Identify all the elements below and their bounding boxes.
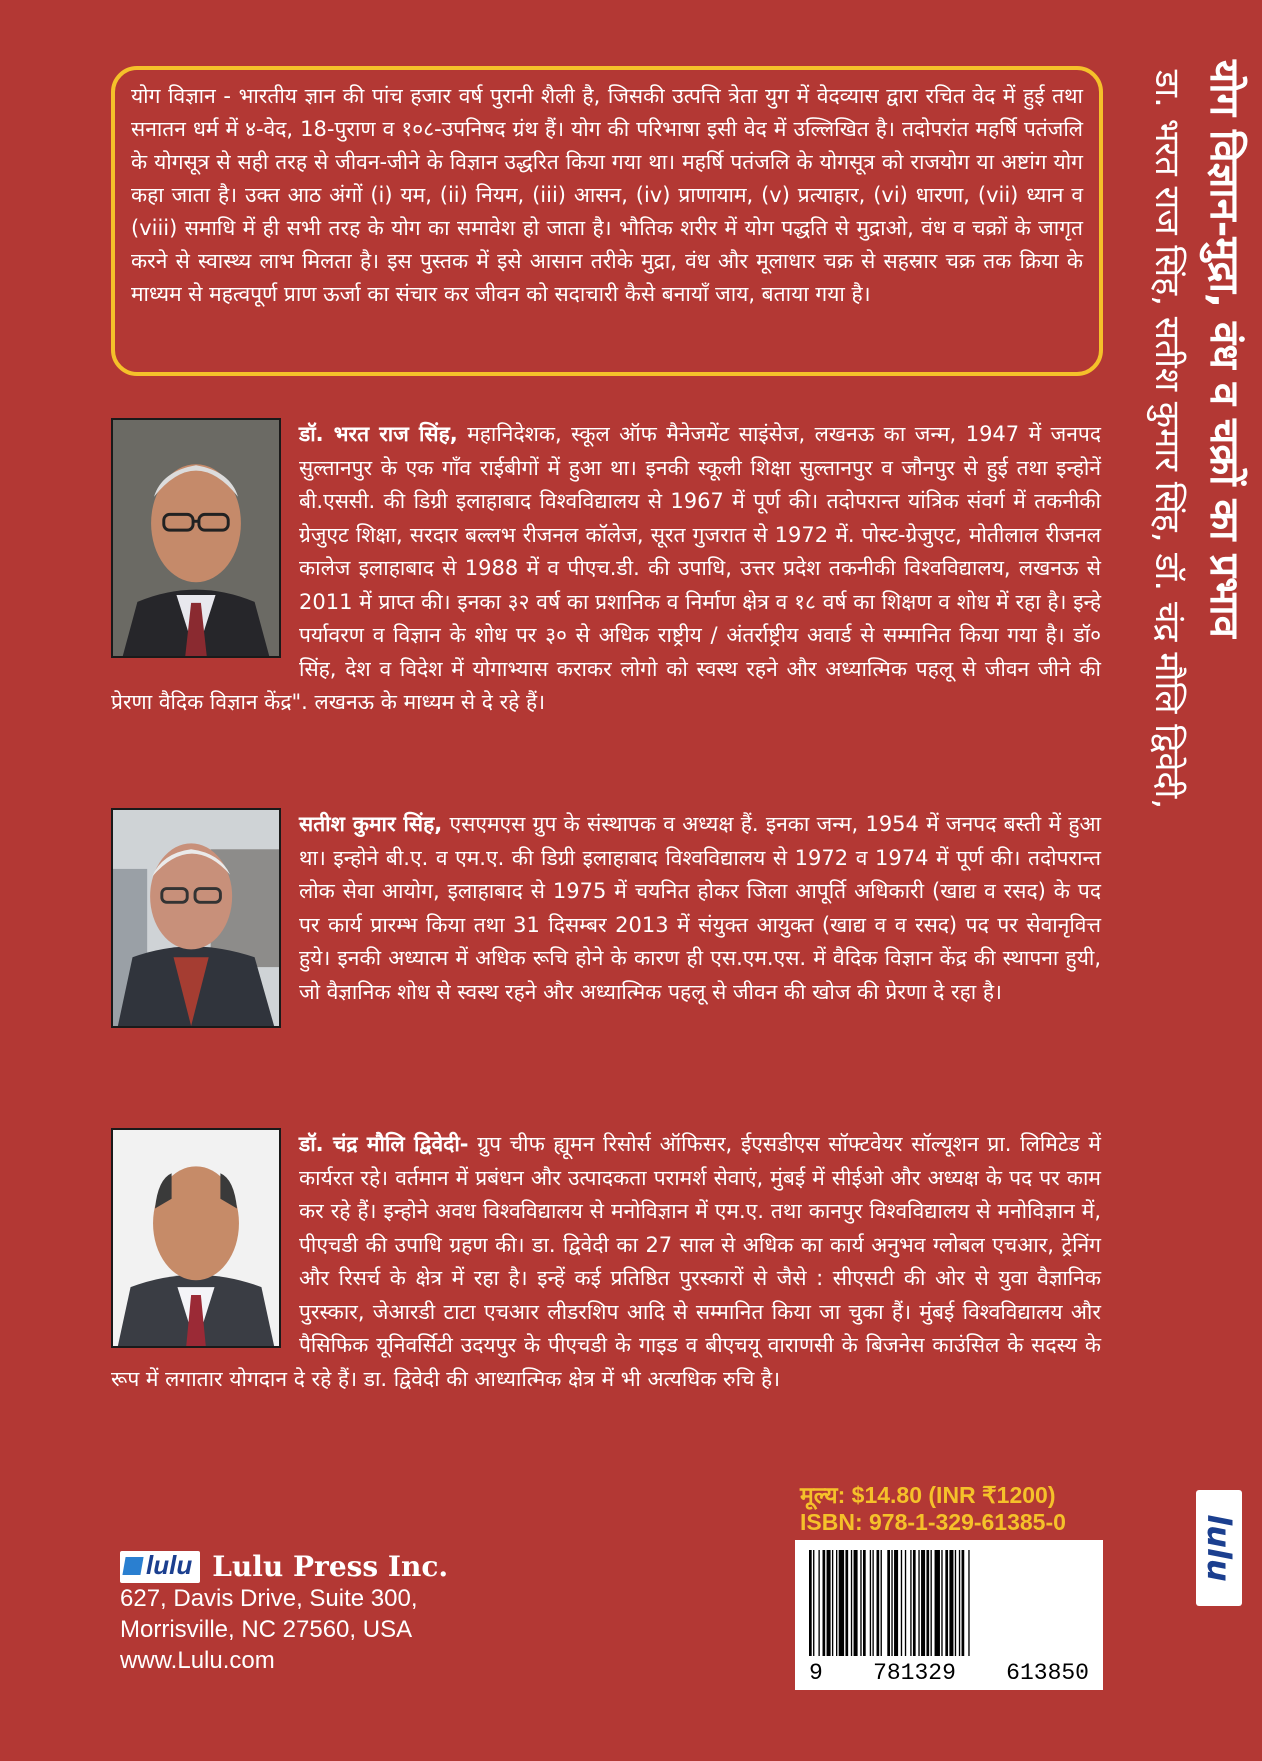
publisher-website: www.Lulu.com	[120, 1647, 275, 1674]
isbn-barcode	[795, 1540, 1103, 1690]
intro-box	[111, 66, 1103, 376]
lulu-mark-icon	[122, 1557, 143, 1575]
isbn-label: ISBN: 978-1-329-61385-0	[800, 1509, 1066, 1535]
spine-title-block	[1138, 60, 1256, 1460]
lulu-spine-logo: lulu	[1196, 1490, 1242, 1606]
intro-text: योग विज्ञान - भारतीय ज्ञान की पांच हजार वर्ष पुरानी शैली है, जिसकी उत्पत्ति त्रेता युग में वेदव्यास द्वारा रचित वेद में हुई तथा सनातन धर्म में ४-वेद, 18-पुराण व १०८-उपनिषद ग्रंथ हैं। योग की परिभाषा इसी वेद में उल्लिखित है। तदोपरांत महर्षि पतंजलि के योगसूत्र से सही तरह से जीवन-जीने के विज्ञान उद्धरित किया गया था। महर्षि पतंजलि के योगसूत्र को राजयोग या अष्टांग योग कहा जाता है। उक्त आठ अंगों (i) यम, (ii) नियम, (iii) आसन, (iv) प्राणायाम, (v) प्रत्याहार, (vi) धारणा, (vii) ध्यान व (viii) समाधि में ही सभी तरह के योग का समावेश हो जाता है। भौतिक शरीर में योग पद्धति से मुद्राओ, वंध व चक्रों के जागृत करने से स्वास्थ्य लाभ मिलता है। इस पुस्तक में इसे आसान तरीके मुद्रा, वंध और मूलाधार चक्र से सहस्रार चक्र तक क्रिया के माध्यम से महत्वपूर्ण प्राण ऊर्जा का संचार कर जीवन को सदाचारी कैसे बनायाँ जाय, बताया गया है।	[131, 84, 1083, 306]
publisher-address-1: 627, Davis Drive, Suite 300,	[120, 1585, 418, 1612]
publisher-name: Lulu Press Inc.	[212, 1550, 449, 1583]
author-bio-chandra: ग्रुप चीफ ह्यूमन रिसोर्स ऑफिसर, ईएसडीएस सॉफ्टवेयर सॉल्यूशन प्रा. लिमिटेड में कार्यरत रहे। वर्तमान में प्रबंधन और उत्पादकता परामर्श सेवाएं, मुंबई में सीईओ और अध्यक्ष के पद पर काम कर रहे हैं। इन्होने अवध विश्वविद्यालय से मनोविज्ञान में एम.ए. तथा कानपुर विश्वविद्यालय से मनोविज्ञान में, पीएचडी की उपाधि ग्रहण की। डा. द्विवेदी का 27 साल से अधिक का कार्य अनुभव ग्लोबल एचआर, ट्रेनिंग और रिसर्च के क्षेत्र में रहा है। इन्हें कई प्रतिष्ठित पुरस्कारों से जैसे : सीएसटी की ओर से युवा वैज्ञानिक पुरस्कार, जेआरडी टाटा एचआर लीडरशिप आदि से सम्मानित किया जा चुका हैं। मुंबई विश्वविद्यालय और पैसिफिक यूनिवर्सिटी उदयपुर के पीएचडी के गाइड व बीएचयू वाराणसी के बिजनेस काउंसिल के सदस्य के रूप में लगातार योगदान दे रहे हैं। डा. द्विवेदी की आध्यात्मिक क्षेत्र में भी अत्यधिक रुचि है।	[111, 1132, 1101, 1391]
book-authors: डा. भरत राज सिंह, सतीश कुमार सिंह, डॉ. चंद्र मौलि द्विवेदी,	[1147, 70, 1187, 810]
author-photo-bharat	[111, 418, 281, 658]
author-name-satish: सतीश कुमार सिंह,	[299, 812, 443, 836]
publisher-block	[120, 1550, 448, 1676]
lulu-logo: lulu	[120, 1551, 200, 1583]
bio-chandra-mauli-dwivedi	[111, 1128, 1101, 1396]
price-label: मूल्य: $14.80 (INR ₹1200)	[800, 1482, 1056, 1508]
barcode-bars	[807, 1550, 1091, 1656]
bio-satish-kumar-singh	[111, 808, 1101, 1034]
barcode-digits: 9 781329 613850	[809, 1660, 1089, 1686]
author-photo-satish	[111, 808, 281, 1028]
author-bio-satish: एसएमएस ग्रुप के संस्थापक व अध्यक्ष हैं. इनका जन्म, 1954 में जनपद बस्ती में हुआ था। इन्होने बी.ए. व एम.ए. की डिग्री इलाहाबाद विश्वविद्यालय से 1972 व 1974 में पूर्ण की। तदोपरान्त लोक सेवा आयोग, इलाहाबाद से 1975 में चयनित होकर जिला आपूर्ति अधिकारी (खाद्य व रसद) के पद पर कार्य प्रारम्भ किया तथा 31 दिसम्बर 2013 में संयुक्त आयुक्त (खाद्य व व रसद) पद पर सेवानृवित्त हुये। इनकी अध्यात्म में अधिक रूचि होने के कारण ही एस.एम.एस. में वैदिक विज्ञान केंद्र की स्थापना हुयी, जो वैज्ञानिक शोध से स्वस्थ रहने और अध्यात्मिक पहलू से जीवन की खोज की प्रेरणा दे रहा है।	[299, 812, 1101, 1004]
author-name-chandra: डॉ. चंद्र मौलि द्विवेदी-	[299, 1132, 469, 1156]
book-title: योग विज्ञान-मुद्रा, वंध व चक्रों का प्रभाव	[1201, 60, 1247, 638]
publisher-address-2: Morrisville, NC 27560, USA	[120, 1616, 413, 1643]
bio-bharat-raj-singh	[111, 418, 1101, 720]
author-photo-chandra	[111, 1128, 281, 1348]
author-bio-bharat: महानिदेशक, स्कूल ऑफ मैनेजमेंट साइंसेज, लखनऊ का जन्म, 1947 में जनपद सुल्तानपुर के एक गाँव राईबीगों में हुआ था। इनकी स्कूली शिक्षा सुल्तानपुर व जौनपुर से हुई तथा इन्होनें बी.एससी. की डिग्री इलाहाबाद विश्वविद्यालय से 1967 में पूर्ण की। तदोपरान्त यांत्रिक संवर्ग में तकनीकी ग्रेजुएट शिक्षा, सरदार बल्लभ रीजनल कॉलेज, सूरत गुजरात से 1972 में. पोस्ट-ग्रेजुएट, मोतीलाल रीजनल कालेज इलाहाबाद से 1988 में व पीएच.डी. की उपाधि, उत्तर प्रदेश तकनीकी विश्वविद्यालय, लखनऊ से 2011 में प्राप्त की। इनका ३२ वर्ष का प्रशानिक व निर्माण क्षेत्र व १८ वर्ष का शिक्षण व शोध में रहा है। इन्हे पर्यावरण व विज्ञान के शोध पर ३० से अधिक राष्ट्रीय / अंतर्राष्ट्रीय अवार्ड से सम्मानित किया गया है। डॉ० सिंह, देश व विदेश में योगाभ्यास कराकर लोगो को स्वस्थ रहने और अध्यात्मिक पहलू से जीवन जीने की प्रेरणा वैदिक विज्ञान केंद्र". लखनऊ के माध्यम से दे रहे हैं।	[111, 422, 1102, 714]
author-name-bharat: डॉ. भरत राज सिंह,	[299, 422, 458, 446]
